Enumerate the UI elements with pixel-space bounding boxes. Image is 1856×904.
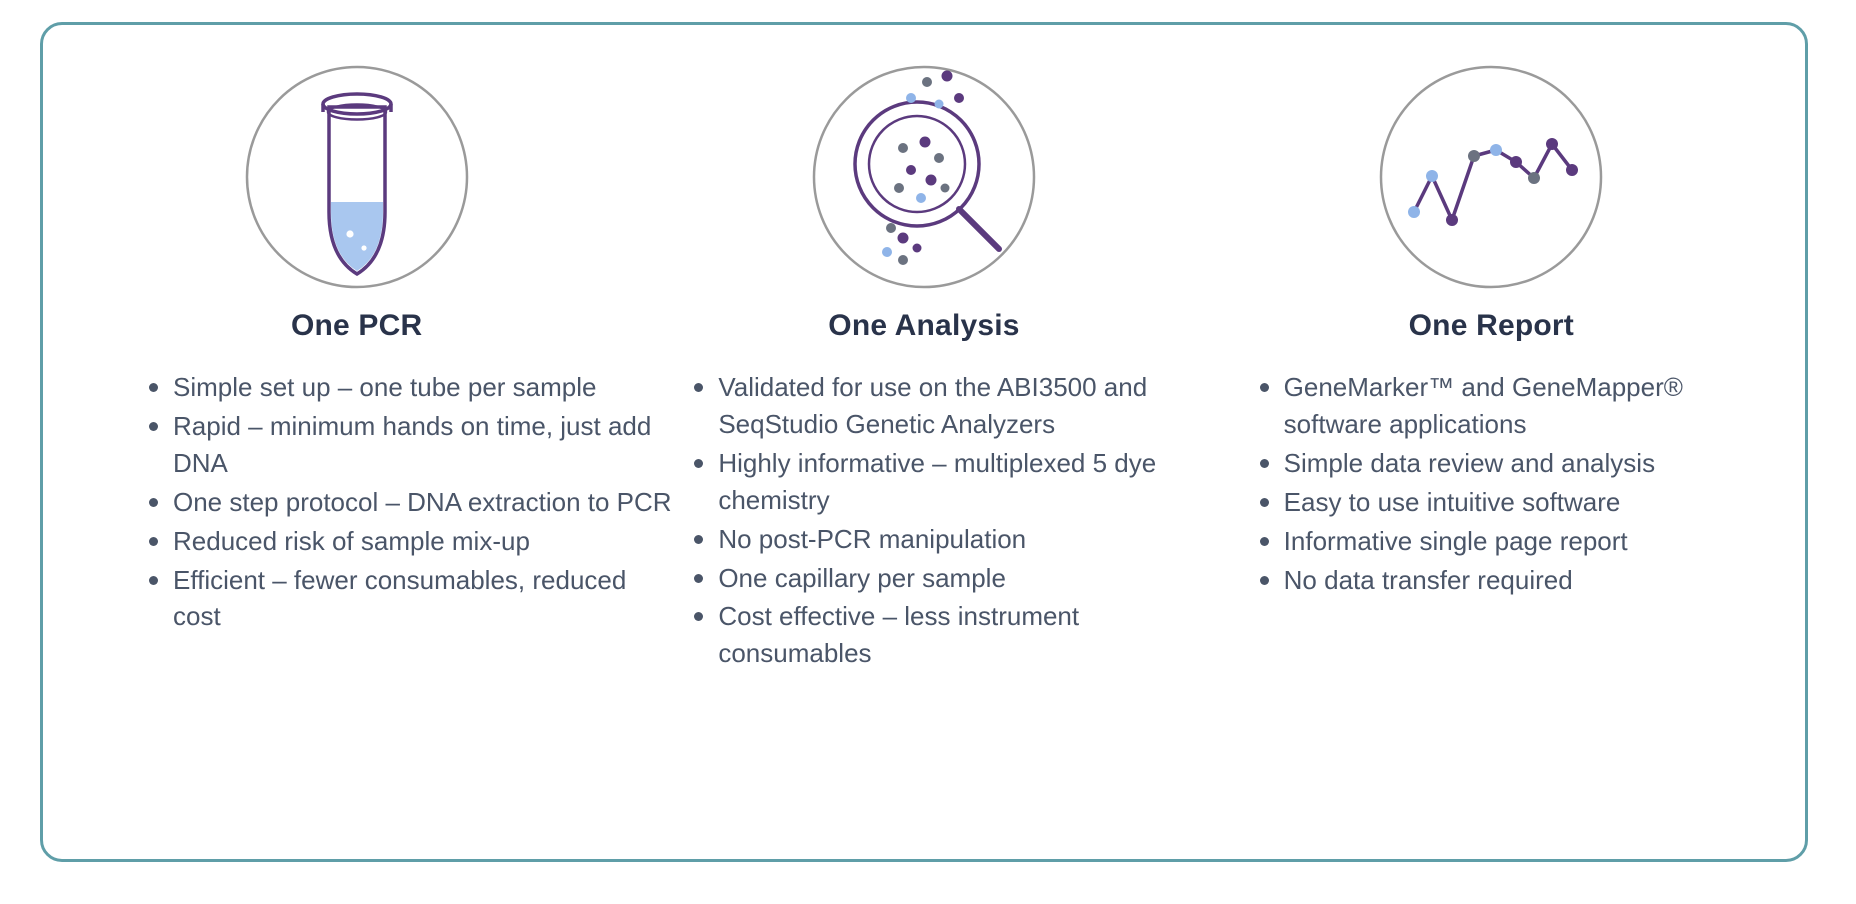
columns-container [43,25,1805,859]
bullet-list [89,369,720,637]
column-one-analysis [640,47,1207,839]
pcr-tube-icon [227,47,487,307]
list-item: Simple data review and analysis [1250,445,1785,482]
magnifier-analysis-icon [794,47,1054,307]
column-one-pcr [73,47,672,839]
list-item: One step protocol – DNA extraction to PCR [139,484,674,521]
list-item: No post-PCR manipulation [684,521,1219,558]
column-title: One Report [1408,309,1574,342]
line-graph-report-icon [1361,47,1621,307]
column-one-report [1208,47,1775,839]
list-item: One capillary per sample [684,560,1219,597]
bullet-list [656,369,1229,674]
list-item: Simple set up – one tube per sample [139,369,674,406]
column-title: One Analysis [828,309,1020,342]
list-item: Informative single page report [1250,523,1785,560]
column-title: One PCR [290,309,423,342]
list-item: Highly informative – multiplexed 5 dye chemistry [684,445,1219,519]
info-panel [40,22,1808,862]
list-item: Validated for use on the ABI3500 and SeqStudio Genetic Analyzers [684,369,1219,443]
list-item: Efficient – fewer consumables, reduced cost [139,562,674,636]
list-item: Easy to use intuitive software [1250,484,1785,521]
list-item: Reduced risk of sample mix-up [139,523,674,560]
list-item: No data transfer required [1250,562,1785,599]
list-item: Rapid – minimum hands on time, just add DNA [139,408,674,482]
list-item: GeneMarker™ and GeneMapper® software applications [1250,369,1785,443]
bullet-list [1224,369,1795,600]
list-item: Cost effective – less instrument consumables [684,598,1219,672]
